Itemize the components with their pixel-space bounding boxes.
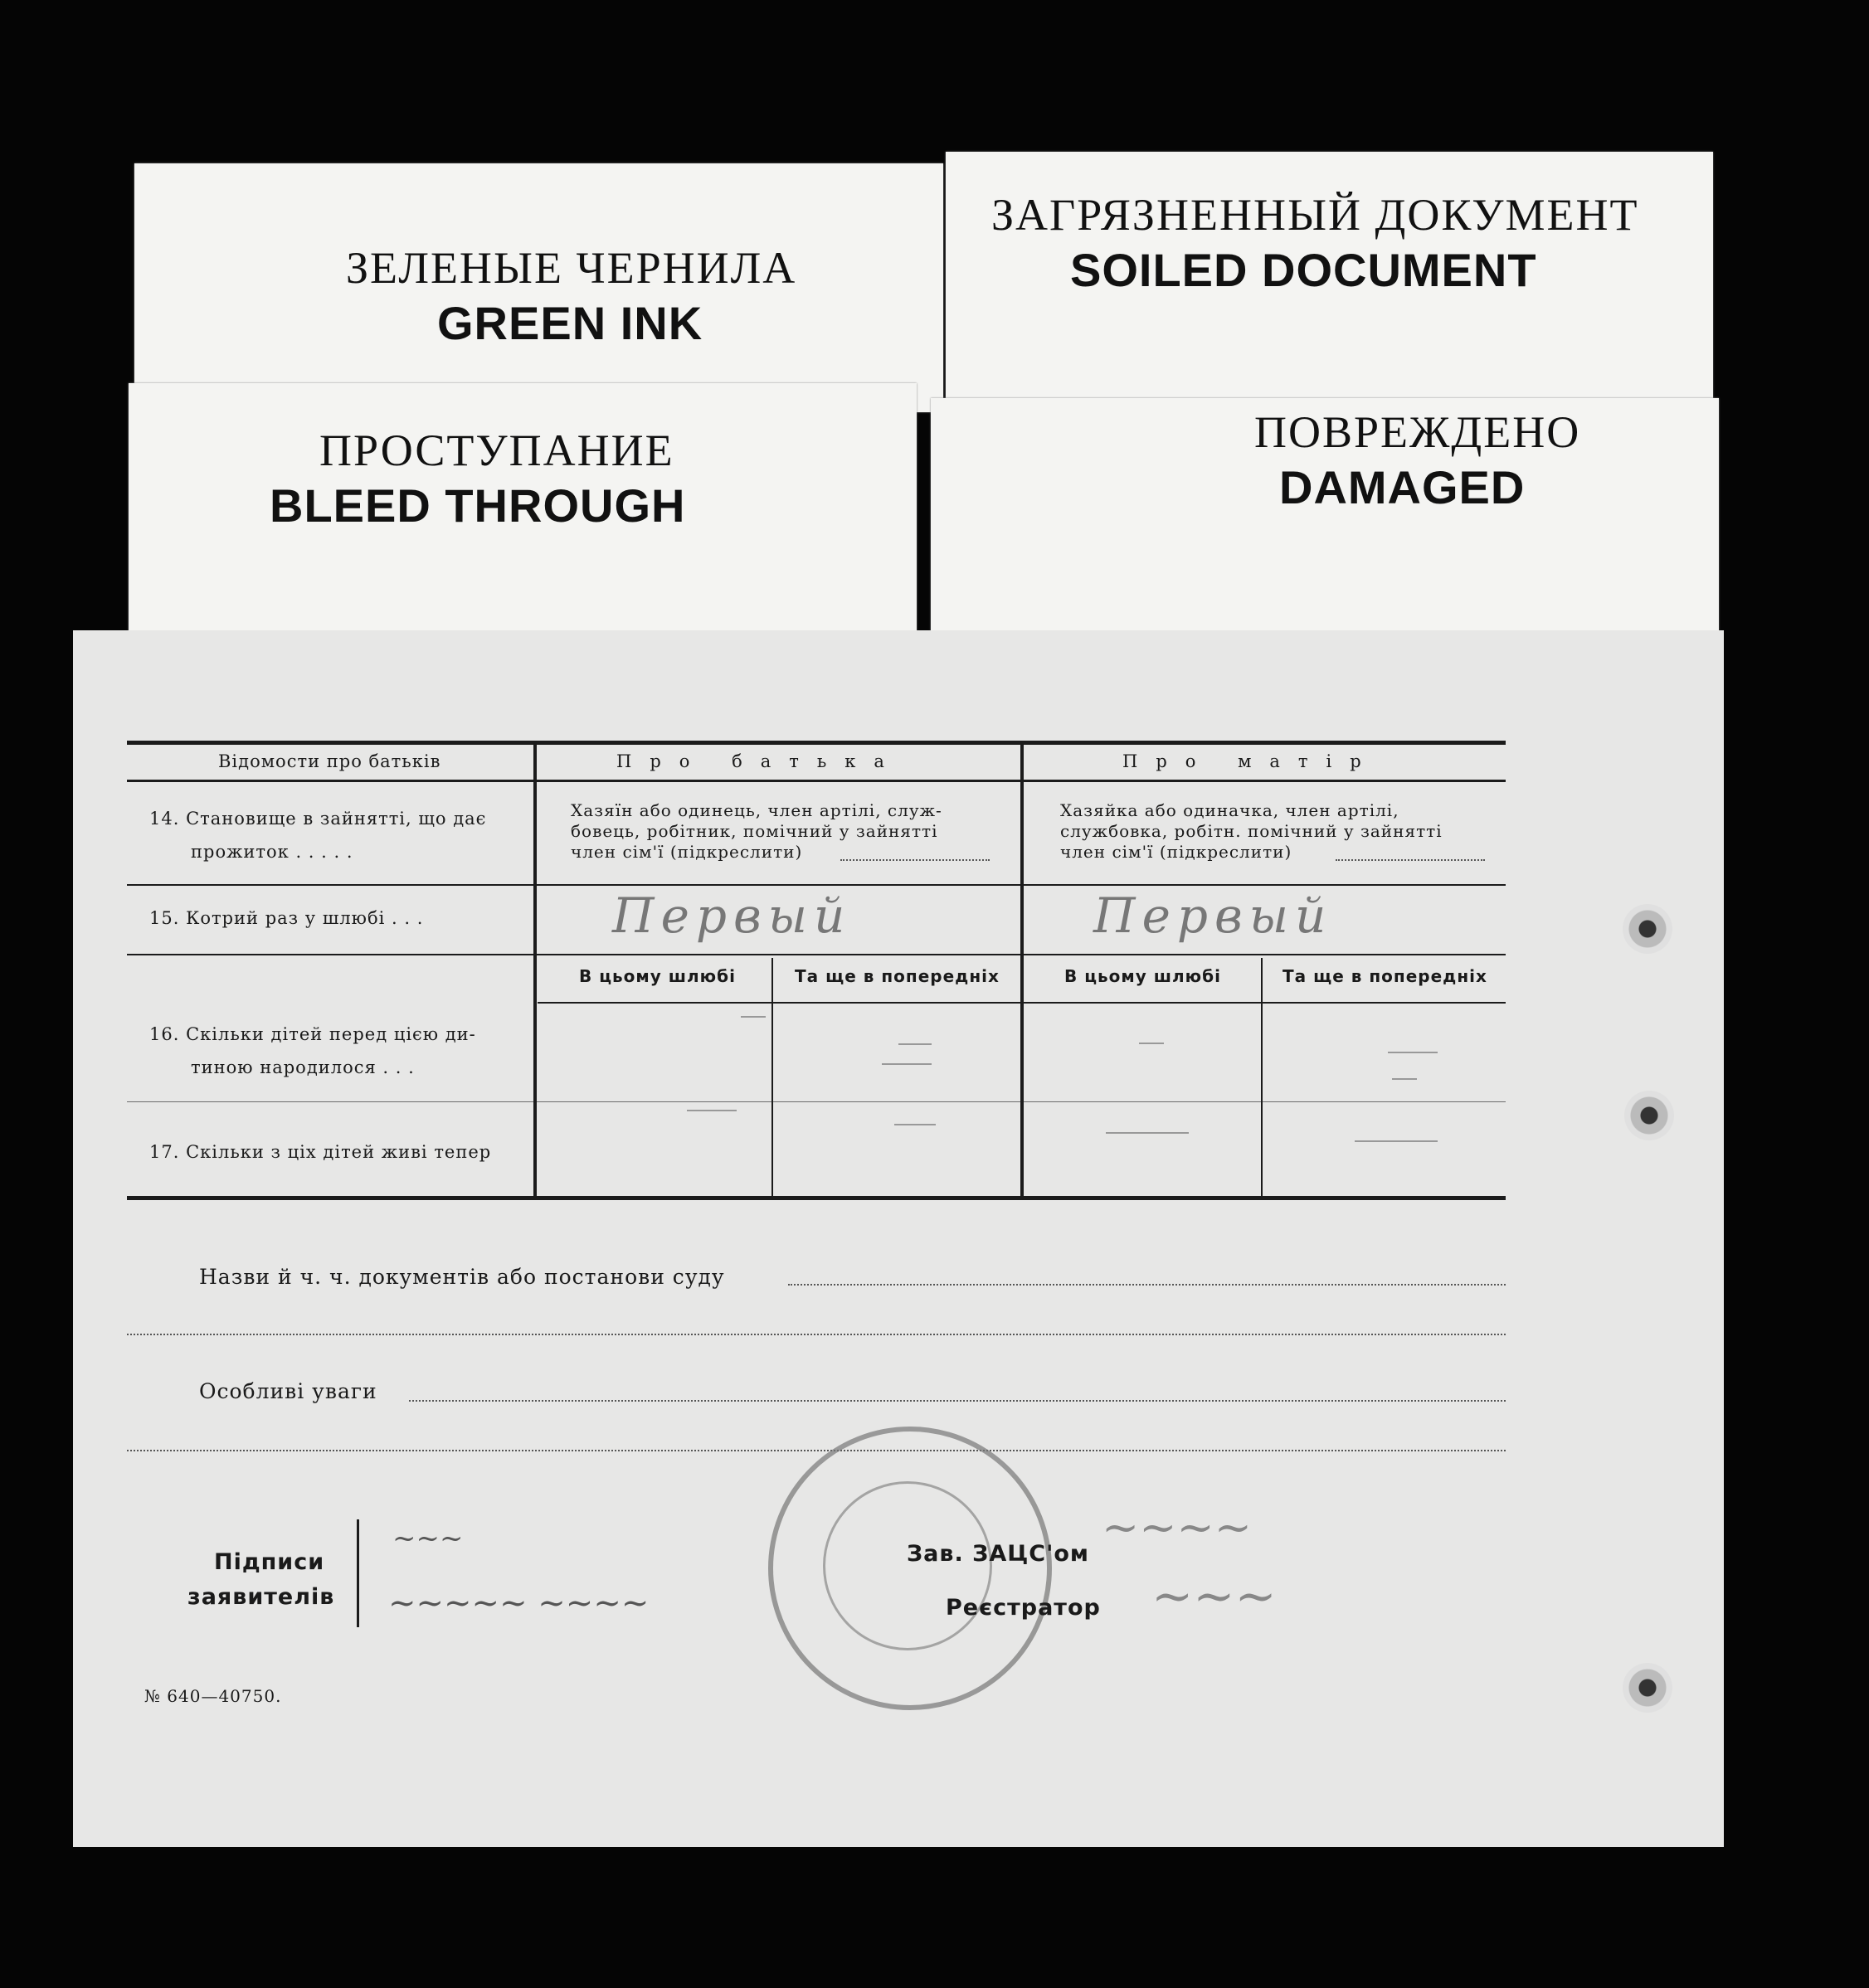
row17-label: 17. Скільки з ціх дітей живі тепер: [149, 1142, 492, 1162]
row14-father-dots: [840, 859, 990, 861]
notes-label: Особливі уваги: [199, 1379, 377, 1403]
header-mother: Про матір: [1122, 751, 1380, 771]
row16-rule: [127, 1101, 1506, 1102]
registrar-label: Реєстратор: [946, 1595, 1101, 1621]
documents-label: Назви й ч. ч. документів або постанови суду: [199, 1265, 725, 1289]
punch-hole: [1623, 1663, 1672, 1713]
row15-mother-handwritten: Первый: [1093, 887, 1333, 944]
col-divider-mother: [1261, 958, 1263, 1197]
row14-mother-dots: [1336, 859, 1485, 861]
damaged-card: [931, 398, 1719, 647]
green-ink-card: [134, 163, 943, 412]
cell-dash: [687, 1110, 737, 1111]
green-ink-ru: ЗЕЛЕНЫЕ ЧЕРНИЛА: [346, 243, 797, 293]
bleed-through-en: BLEED THROUGH: [270, 479, 686, 532]
green-ink-en: GREEN INK: [437, 297, 703, 349]
applicant-signature-1: ~~~: [392, 1522, 464, 1555]
row15-father-handwritten: Первый: [612, 887, 852, 944]
soiled-document-en: SOILED DOCUMENT: [1070, 244, 1537, 296]
header-info: Відомости про батьків: [218, 751, 441, 771]
row14-rule: [127, 884, 1506, 886]
col-divider-father: [771, 958, 773, 1197]
record-form-sheet: [73, 630, 1724, 1847]
row14-label-line2: прожиток . . . . .: [191, 842, 353, 862]
col-divider-1: [533, 745, 537, 1198]
punch-hole: [1624, 1091, 1674, 1140]
soiled-document-ru: ЗАГРЯЗНЕННЫЙ ДОКУМЕНТ: [991, 190, 1639, 240]
cell-dash: [1388, 1052, 1438, 1053]
row16-label-line1: 16. Скільки дітей перед цією ди-: [149, 1024, 476, 1044]
row14-mother-line3: член сім'ї (підкреслити): [1060, 842, 1292, 862]
row16-label-line2: тиною народилося . . .: [191, 1057, 415, 1077]
cell-dash: [1106, 1132, 1189, 1134]
bleed-through-ru: ПРОСТУПАНИЕ: [319, 425, 674, 475]
table-header-rule: [127, 780, 1506, 782]
notes-dots: [409, 1400, 1506, 1402]
cell-dash: [894, 1124, 936, 1125]
signatures-brace: [357, 1519, 359, 1627]
row14-mother-line1: Хазяйка або одиначка, член артілі,: [1060, 800, 1399, 820]
signatures-label-line2: заявителів: [187, 1584, 335, 1610]
table-top-rule: [127, 741, 1506, 745]
cell-dash: [1355, 1140, 1438, 1142]
soiled-document-card: [946, 152, 1713, 401]
registrar-signature: ~~~: [1151, 1568, 1277, 1626]
row14-label-line1: 14. Становище в зайнятті, що дає: [149, 809, 487, 829]
damaged-ru: ПОВРЕЖДЕНО: [1254, 407, 1581, 457]
header-father: Про батька: [616, 751, 903, 771]
subheader-father-previous: Та ще в попередніх: [795, 966, 1000, 986]
official-seal-stamp: [768, 1427, 1052, 1710]
applicant-signature-2: ~~~~~ ~~~~: [388, 1584, 650, 1622]
bleed-through-card: [129, 383, 917, 632]
subheader-father-this: В цьому шлюбі: [579, 966, 736, 986]
head-signature: ~~~~: [1102, 1501, 1252, 1553]
cell-dash: [1392, 1078, 1417, 1080]
col-divider-2: [1020, 745, 1024, 1198]
row14-father-line2: бовець, робітник, помічний у зайнятті: [571, 821, 938, 841]
notes-dots-2: [127, 1450, 1506, 1451]
damaged-en: DAMAGED: [1279, 461, 1526, 513]
row15-label: 15. Котрий раз у шлюбі . . .: [149, 908, 424, 928]
cell-dash: [741, 1016, 766, 1018]
documents-dots: [788, 1284, 1506, 1286]
table-bottom-rule: [127, 1196, 1506, 1200]
cell-dash: [882, 1063, 932, 1065]
punch-hole: [1623, 904, 1672, 954]
row15-rule: [127, 954, 1506, 955]
subheader-mother-this: В цьому шлюбі: [1064, 966, 1221, 986]
signatures-label-line1: Підписи: [214, 1549, 325, 1575]
subheader-mother-previous: Та ще в попередніх: [1283, 966, 1487, 986]
row14-father-line3: член сім'ї (підкреслити): [571, 842, 803, 862]
row14-father-line1: Хазяїн або одинець, член артілі, служ-: [571, 800, 942, 820]
head-of-registry-label: Зав. ЗАЦС'ом: [907, 1541, 1089, 1567]
form-number: № 640—40750.: [144, 1686, 282, 1706]
cell-dash: [898, 1043, 932, 1045]
cell-dash: [1139, 1043, 1164, 1044]
row14-mother-line2: службовка, робітн. помічний у зайнятті: [1060, 821, 1443, 841]
documents-dots-2: [127, 1334, 1506, 1335]
